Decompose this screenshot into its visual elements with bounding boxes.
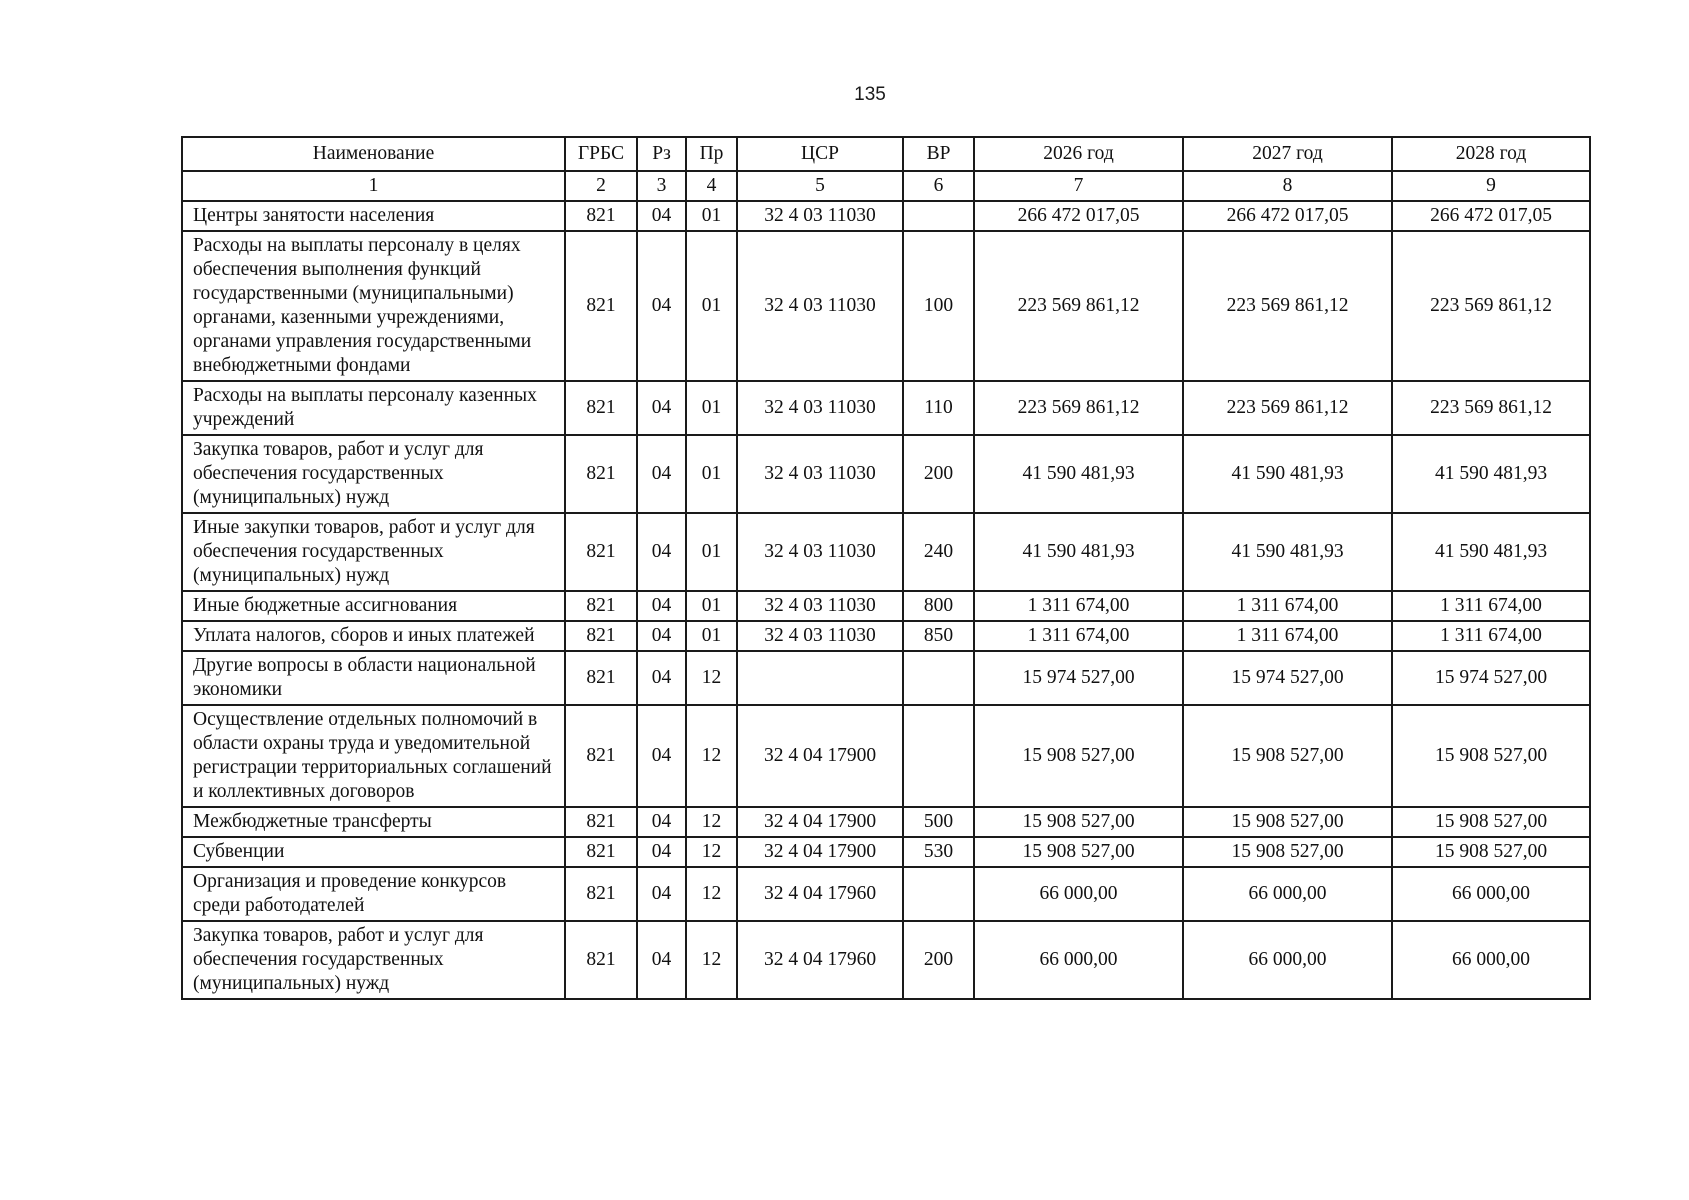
row-amount-2026: 223 569 861,12 [974, 231, 1183, 381]
row-pr: 01 [686, 231, 737, 381]
row-csr: 32 4 04 17900 [737, 807, 903, 837]
header-grbs: ГРБС [565, 137, 637, 171]
row-pr: 12 [686, 651, 737, 705]
row-name: Другие вопросы в области национальной экономики [182, 651, 565, 705]
row-amount-2026: 66 000,00 [974, 921, 1183, 999]
row-amount-2027: 15 908 527,00 [1183, 807, 1392, 837]
row-vr: 240 [903, 513, 974, 591]
row-vr: 500 [903, 807, 974, 837]
row-amount-2027: 1 311 674,00 [1183, 621, 1392, 651]
table-row [182, 201, 1590, 231]
table-row [182, 513, 1590, 591]
row-vr [903, 705, 974, 807]
header-year-2026: 2026 год [974, 137, 1183, 171]
row-name: Закупка товаров, работ и услуг для обеспечения государственных (муниципальных) нужд [182, 921, 565, 999]
row-amount-2028: 41 590 481,93 [1392, 513, 1590, 591]
row-name: Центры занятости населения [182, 201, 565, 231]
row-name: Уплата налогов, сборов и иных платежей [182, 621, 565, 651]
row-rz: 04 [637, 837, 686, 867]
budget-table [181, 136, 1591, 1000]
table-row [182, 231, 1590, 381]
header-rz: Рз [637, 137, 686, 171]
row-amount-2028: 1 311 674,00 [1392, 621, 1590, 651]
row-pr: 01 [686, 435, 737, 513]
row-amount-2027: 41 590 481,93 [1183, 435, 1392, 513]
row-rz: 04 [637, 591, 686, 621]
row-vr: 850 [903, 621, 974, 651]
row-grbs: 821 [565, 201, 637, 231]
row-pr: 01 [686, 201, 737, 231]
row-amount-2027: 1 311 674,00 [1183, 591, 1392, 621]
row-pr: 12 [686, 705, 737, 807]
row-rz: 04 [637, 867, 686, 921]
row-name: Субвенции [182, 837, 565, 867]
table-row [182, 381, 1590, 435]
row-pr: 12 [686, 837, 737, 867]
row-vr: 110 [903, 381, 974, 435]
table-row [182, 921, 1590, 999]
row-csr: 32 4 03 11030 [737, 381, 903, 435]
row-amount-2028: 66 000,00 [1392, 867, 1590, 921]
row-csr [737, 651, 903, 705]
row-amount-2028: 41 590 481,93 [1392, 435, 1590, 513]
column-number: 1 [182, 171, 565, 201]
column-number: 7 [974, 171, 1183, 201]
row-amount-2026: 41 590 481,93 [974, 513, 1183, 591]
row-amount-2027: 223 569 861,12 [1183, 231, 1392, 381]
row-name: Иные бюджетные ассигнования [182, 591, 565, 621]
column-number: 9 [1392, 171, 1590, 201]
row-vr: 200 [903, 921, 974, 999]
row-amount-2028: 15 974 527,00 [1392, 651, 1590, 705]
row-amount-2027: 41 590 481,93 [1183, 513, 1392, 591]
row-amount-2028: 223 569 861,12 [1392, 381, 1590, 435]
header-row [182, 137, 1590, 171]
row-name: Расходы на выплаты персоналу в целях обеспечения выполнения функций государственными (муниципальными) органами, казенными учреждениями, органами управления государственными внебюджетными фондами [182, 231, 565, 381]
row-amount-2026: 15 908 527,00 [974, 705, 1183, 807]
row-amount-2026: 15 974 527,00 [974, 651, 1183, 705]
row-pr: 01 [686, 513, 737, 591]
row-grbs: 821 [565, 837, 637, 867]
row-name: Организация и проведение конкурсов среди работодателей [182, 867, 565, 921]
row-amount-2026: 1 311 674,00 [974, 591, 1183, 621]
row-amount-2026: 66 000,00 [974, 867, 1183, 921]
row-grbs: 821 [565, 621, 637, 651]
row-csr: 32 4 03 11030 [737, 435, 903, 513]
table-row [182, 837, 1590, 867]
row-grbs: 821 [565, 435, 637, 513]
column-number: 5 [737, 171, 903, 201]
row-amount-2028: 223 569 861,12 [1392, 231, 1590, 381]
row-vr: 530 [903, 837, 974, 867]
row-grbs: 821 [565, 591, 637, 621]
row-pr: 01 [686, 621, 737, 651]
row-amount-2026: 223 569 861,12 [974, 381, 1183, 435]
row-amount-2028: 15 908 527,00 [1392, 837, 1590, 867]
row-csr: 32 4 04 17900 [737, 837, 903, 867]
row-name: Закупка товаров, работ и услуг для обеспечения государственных (муниципальных) нужд [182, 435, 565, 513]
row-rz: 04 [637, 231, 686, 381]
row-amount-2028: 1 311 674,00 [1392, 591, 1590, 621]
row-amount-2028: 15 908 527,00 [1392, 807, 1590, 837]
row-vr [903, 651, 974, 705]
row-rz: 04 [637, 435, 686, 513]
row-amount-2026: 266 472 017,05 [974, 201, 1183, 231]
row-amount-2026: 1 311 674,00 [974, 621, 1183, 651]
row-rz: 04 [637, 513, 686, 591]
row-rz: 04 [637, 705, 686, 807]
table-row [182, 705, 1590, 807]
row-grbs: 821 [565, 513, 637, 591]
column-number: 2 [565, 171, 637, 201]
row-amount-2026: 41 590 481,93 [974, 435, 1183, 513]
row-vr [903, 867, 974, 921]
row-amount-2027: 15 974 527,00 [1183, 651, 1392, 705]
row-csr: 32 4 03 11030 [737, 591, 903, 621]
row-amount-2027: 223 569 861,12 [1183, 381, 1392, 435]
row-grbs: 821 [565, 807, 637, 837]
header-vr: ВР [903, 137, 974, 171]
row-grbs: 821 [565, 921, 637, 999]
row-amount-2027: 66 000,00 [1183, 921, 1392, 999]
header-year-2028: 2028 год [1392, 137, 1590, 171]
row-name: Расходы на выплаты персоналу казенных учреждений [182, 381, 565, 435]
row-rz: 04 [637, 201, 686, 231]
column-number: 3 [637, 171, 686, 201]
row-vr: 100 [903, 231, 974, 381]
row-grbs: 821 [565, 651, 637, 705]
header-pr: Пр [686, 137, 737, 171]
row-name: Иные закупки товаров, работ и услуг для обеспечения государственных (муниципальных) нужд [182, 513, 565, 591]
column-number: 4 [686, 171, 737, 201]
row-pr: 12 [686, 867, 737, 921]
row-csr: 32 4 03 11030 [737, 201, 903, 231]
page-number: 135 [854, 84, 886, 105]
row-amount-2027: 15 908 527,00 [1183, 705, 1392, 807]
row-name: Межбюджетные трансферты [182, 807, 565, 837]
row-amount-2027: 66 000,00 [1183, 867, 1392, 921]
row-amount-2027: 266 472 017,05 [1183, 201, 1392, 231]
row-pr: 12 [686, 921, 737, 999]
row-pr: 01 [686, 591, 737, 621]
table-row [182, 591, 1590, 621]
header-name: Наименование [182, 137, 565, 171]
row-csr: 32 4 03 11030 [737, 621, 903, 651]
row-vr: 800 [903, 591, 974, 621]
row-pr: 12 [686, 807, 737, 837]
row-amount-2026: 15 908 527,00 [974, 807, 1183, 837]
row-grbs: 821 [565, 381, 637, 435]
row-amount-2028: 15 908 527,00 [1392, 705, 1590, 807]
row-grbs: 821 [565, 867, 637, 921]
row-csr: 32 4 04 17900 [737, 705, 903, 807]
row-amount-2028: 266 472 017,05 [1392, 201, 1590, 231]
row-rz: 04 [637, 651, 686, 705]
row-csr: 32 4 04 17960 [737, 867, 903, 921]
row-csr: 32 4 04 17960 [737, 921, 903, 999]
row-grbs: 821 [565, 231, 637, 381]
row-rz: 04 [637, 381, 686, 435]
row-name: Осуществление отдельных полномочий в области охраны труда и уведомительной регистрации территориальных соглашений и коллективных договоров [182, 705, 565, 807]
row-csr: 32 4 03 11030 [737, 513, 903, 591]
table-row [182, 621, 1590, 651]
table-row [182, 435, 1590, 513]
row-csr: 32 4 03 11030 [737, 231, 903, 381]
row-pr: 01 [686, 381, 737, 435]
row-vr [903, 201, 974, 231]
row-vr: 200 [903, 435, 974, 513]
row-amount-2027: 15 908 527,00 [1183, 837, 1392, 867]
header-csr: ЦСР [737, 137, 903, 171]
row-grbs: 821 [565, 705, 637, 807]
column-number: 8 [1183, 171, 1392, 201]
table-row [182, 651, 1590, 705]
table-row [182, 867, 1590, 921]
table-row [182, 807, 1590, 837]
header-year-2027: 2027 год [1183, 137, 1392, 171]
row-rz: 04 [637, 921, 686, 999]
row-amount-2028: 66 000,00 [1392, 921, 1590, 999]
column-number-row [182, 171, 1590, 201]
column-number: 6 [903, 171, 974, 201]
row-rz: 04 [637, 807, 686, 837]
row-amount-2026: 15 908 527,00 [974, 837, 1183, 867]
row-rz: 04 [637, 621, 686, 651]
